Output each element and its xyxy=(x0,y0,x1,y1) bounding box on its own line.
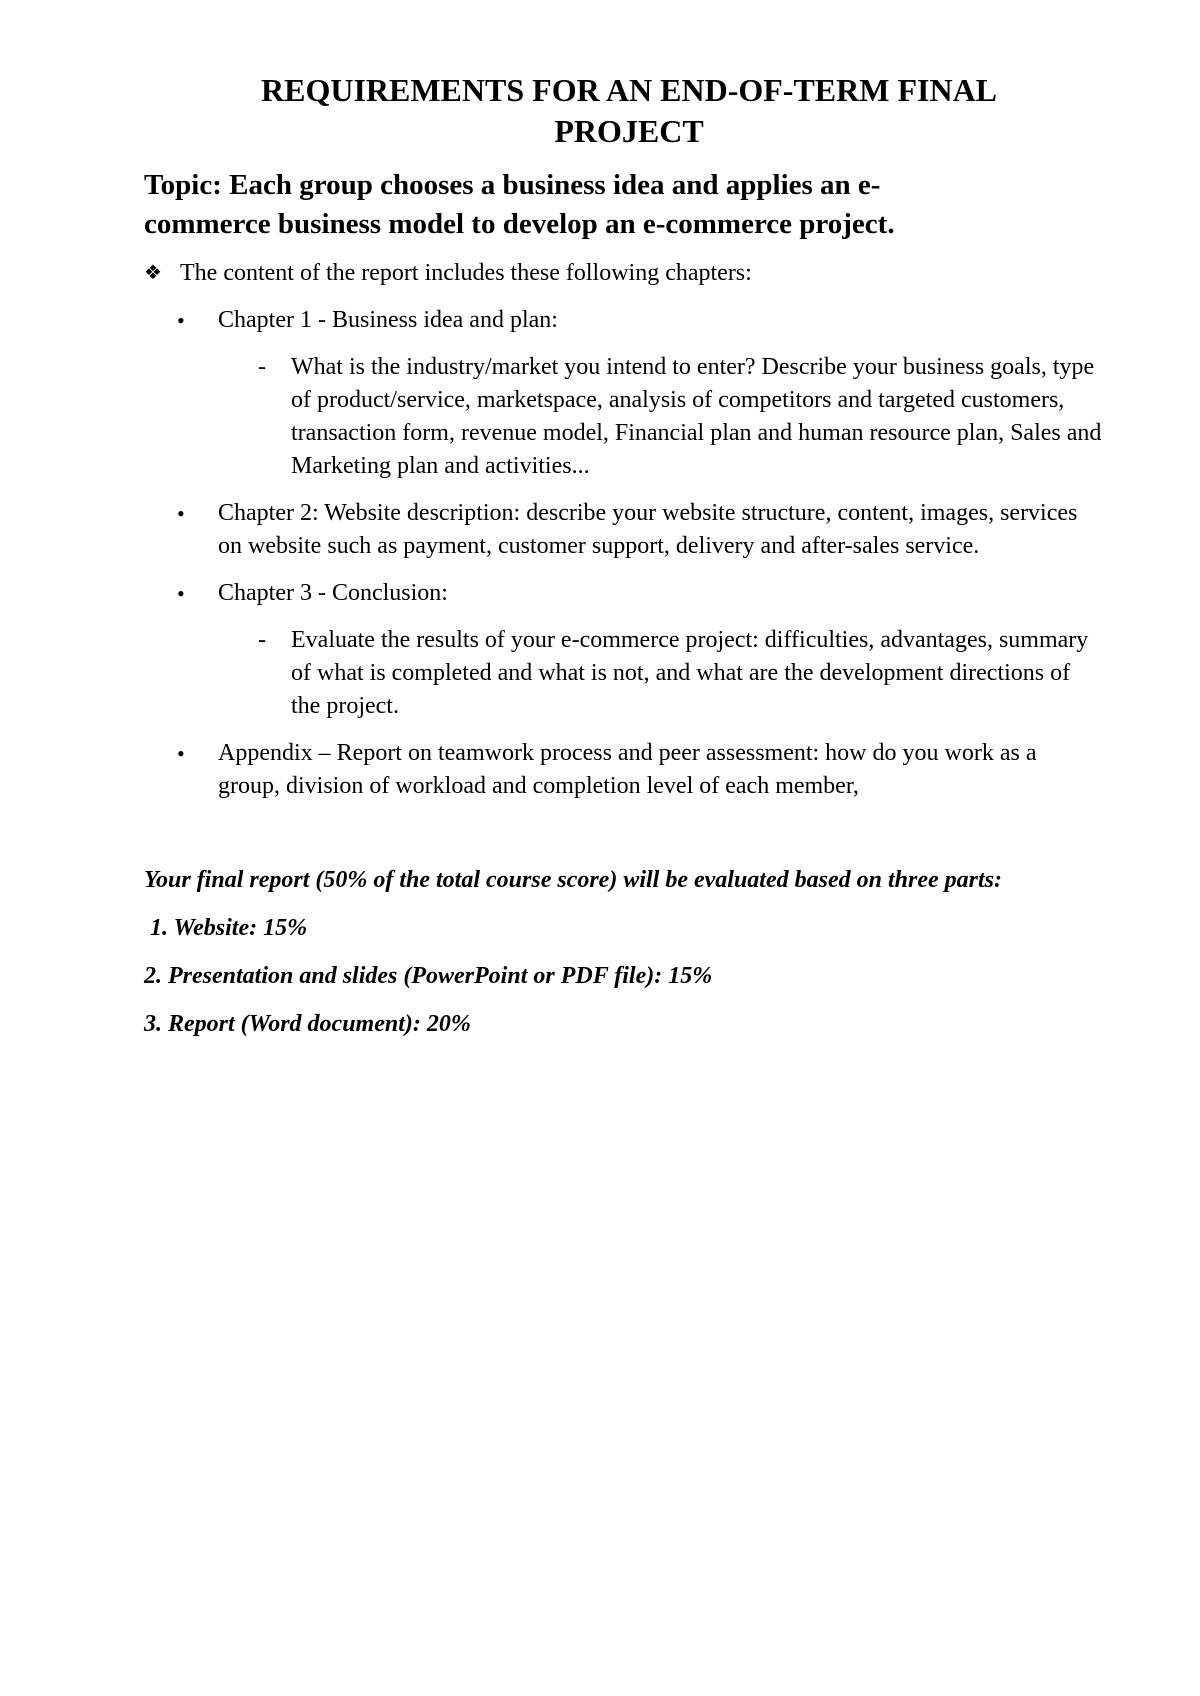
chapter-item-appendix xyxy=(144,737,1102,803)
evaluation-section xyxy=(144,863,1102,1041)
evaluation-item-report: 3. Report (Word document): 20% xyxy=(144,1011,471,1037)
dash-bullet-icon: - xyxy=(258,627,266,653)
chapter-2-text: Chapter 2: Website description: describe your website structure, content, images, services on website such as payment, customer support, delivery and after-sales service. xyxy=(218,500,1078,559)
appendix-text: Appendix – Report on teamwork process and peer assessment: how do you work as a group, division of workload and completion level of each member, xyxy=(218,740,1037,799)
chapter-1-text: Chapter 1 - Business idea and plan: xyxy=(218,307,558,333)
chapter-1-subitem xyxy=(218,351,1102,483)
diamond-bullet-icon: ❖ xyxy=(144,262,162,284)
title-line-1: REQUIREMENTS FOR AN END-OF-TERM FINAL xyxy=(260,72,998,108)
chapters-intro-text: The content of the report includes these following chapters: xyxy=(180,260,752,286)
chapter-3-subitem xyxy=(218,624,1102,723)
bullet-icon: • xyxy=(177,581,185,606)
evaluation-intro: Your final report (50% of the total course score) will be evaluated based on three parts: xyxy=(144,867,1002,893)
chapter-item-1 xyxy=(144,304,1102,483)
chapter-list xyxy=(144,304,1102,803)
chapter-1-subitem-text: What is the industry/market you intend to enter? Describe your business goals, type of product/service, marketspace, analysis of competitors and targeted customers, transaction form, revenue model, Financial plan and human resource plan, Sales and Marketing plan and activities... xyxy=(291,354,1102,479)
chapters-intro xyxy=(144,257,1102,290)
evaluation-item-presentation: 2. Presentation and slides (PowerPoint or PDF file): 15% xyxy=(144,963,713,989)
chapter-item-2 xyxy=(144,497,1102,563)
evaluation-item-website: 1. Website: 15% xyxy=(150,915,308,941)
chapter-3-subitem-text: Evaluate the results of your e-commerce project: difficulties, advantages, summary of what is completed and what is not, and what are the development directions of the project. xyxy=(291,627,1089,719)
dash-bullet-icon: - xyxy=(258,354,266,380)
topic-heading: Topic: Each group chooses a business idea and applies an e-commerce business model to develop an e-commerce project. xyxy=(144,169,895,240)
bullet-icon: • xyxy=(177,501,185,526)
chapter-3-text: Chapter 3 - Conclusion: xyxy=(218,580,448,606)
bullet-icon: • xyxy=(177,741,185,766)
title-line-2: PROJECT xyxy=(554,113,704,149)
chapter-item-3 xyxy=(144,577,1102,723)
document-title xyxy=(144,70,1102,152)
bullet-icon: • xyxy=(177,308,185,333)
